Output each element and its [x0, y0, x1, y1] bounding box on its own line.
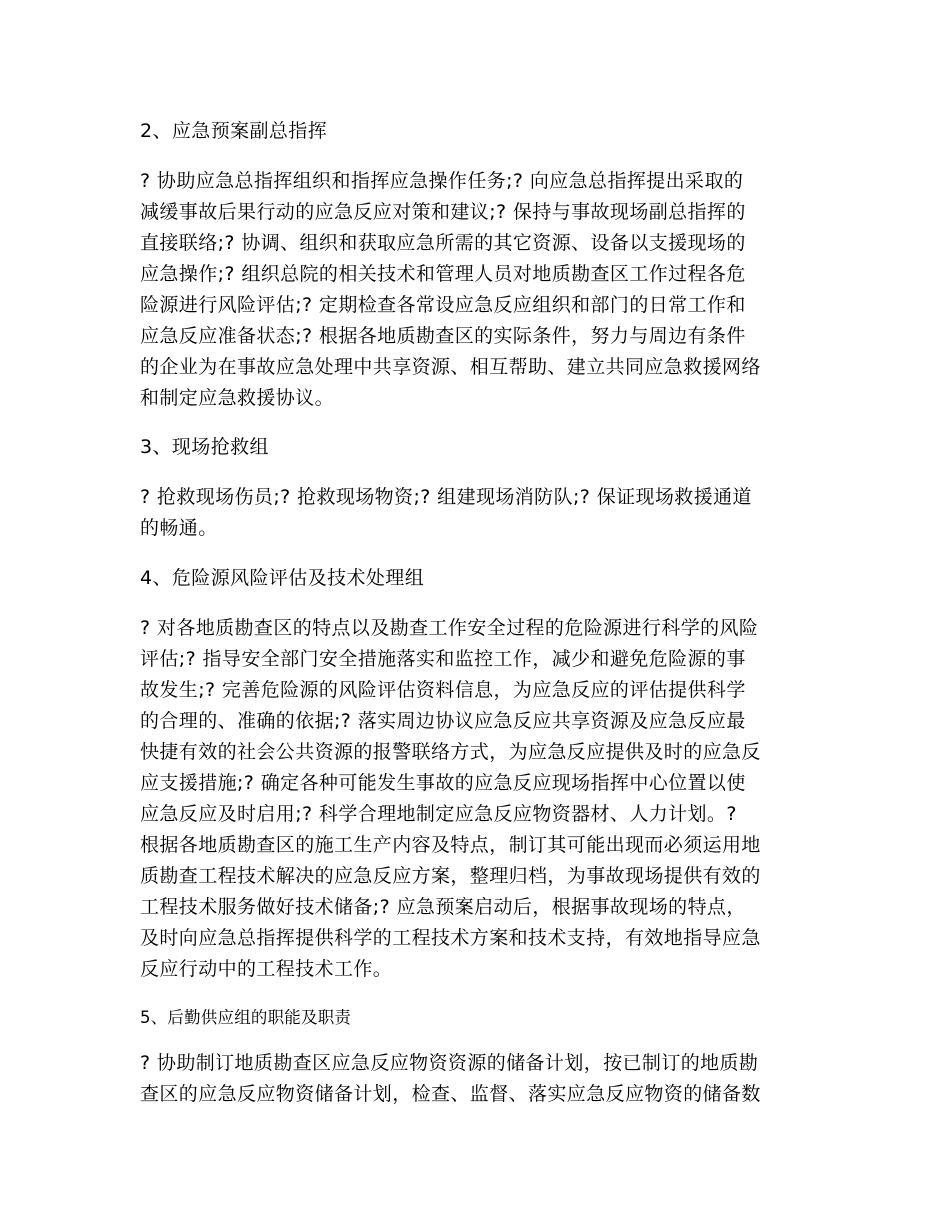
- paragraph-line: 快捷有效的社会公共资源的报警联络方式，为应急反应提供及时的应急反: [140, 741, 761, 763]
- paragraph-line: 工程技术服务做好技术储备;? 应急预案启动后，根据事故现场的特点，: [140, 896, 746, 918]
- section-heading: 5、后勤供应组的职能及职责: [140, 1008, 352, 1027]
- section-heading: 4、危险源风险评估及技术处理组: [140, 567, 425, 589]
- paragraph-line: 根据各地质勘查区的施工生产内容及特点，制订其可能出现而必须运用地: [140, 834, 761, 856]
- paragraph-line: 查区的应急反应物资储备计划，检查、监督、落实应急反应物资的储备数: [140, 1083, 761, 1105]
- paragraph-line: 和制定应急救援协议。: [140, 387, 335, 409]
- paragraph-line: ? 抢救现场伤员;? 抢救现场物资;? 组建现场消防队;? 保证现场救援通道: [140, 486, 752, 508]
- paragraph-line: 应急操作;? 组织总院的相关技术和管理人员对地质勘查区工作过程各危: [140, 263, 746, 285]
- paragraph-line: 应急反应准备状态;? 根据各地质勘查区的实际条件，努力与周边有条件: [140, 325, 746, 347]
- paragraph-line: 故发生;? 完善危险源的风险评估资料信息，为应急反应的评估提供科学: [140, 679, 746, 701]
- paragraph-line: 的企业为在事故应急处理中共享资源、相互帮助、建立共同应急救援网络: [140, 356, 761, 378]
- paragraph-line: 的合理的、准确的依据;? 落实周边协议应急反应共享资源及应急反应最: [140, 710, 746, 732]
- paragraph-line: 及时向应急总指挥提供科学的工程技术方案和技术支持，有效地指导应急: [140, 927, 761, 949]
- paragraph-line: 反应行动中的工程技术工作。: [140, 958, 393, 980]
- paragraph-line: ? 协助制订地质勘查区应急反应物资资源的储备计划，按已制订的地质勘: [140, 1052, 759, 1074]
- paragraph-line: 评估;? 指导安全部门安全措施落实和监控工作，减少和避免危险源的事: [140, 648, 746, 670]
- paragraph-line: 减缓事故后果行动的应急反应对策和建议;? 保持与事故现场副总指挥的: [140, 201, 746, 223]
- paragraph-line: ? 对各地质勘查区的特点以及勘查工作安全过程的危险源进行科学的风险: [140, 617, 759, 639]
- paragraph-line: 应支援措施;? 确定各种可能发生事故的应急反应现场指挥中心位置以使: [140, 772, 746, 794]
- section-heading: 2、应急预案副总指挥: [140, 120, 328, 142]
- paragraph-line: 应急反应及时启用;? 科学合理地制定应急反应物资器材、人力计划。?: [140, 803, 737, 825]
- paragraph-line: 质勘查工程技术解决的应急反应方案，整理归档，为事故现场提供有效的: [140, 865, 761, 887]
- paragraph-line: 险源进行风险评估;? 定期检查各常设应急反应组织和部门的日常工作和: [140, 294, 746, 316]
- paragraph-line: ? 协助应急总指挥组织和指挥应急操作任务;? 向应急总指挥提出采取的: [140, 170, 744, 192]
- paragraph-line: 的畅通。: [140, 517, 218, 539]
- paragraph-line: 直接联络;? 协调、组织和获取应急所需的其它资源、设备以支援现场的: [140, 232, 746, 254]
- section-heading: 3、现场抢救组: [140, 436, 269, 458]
